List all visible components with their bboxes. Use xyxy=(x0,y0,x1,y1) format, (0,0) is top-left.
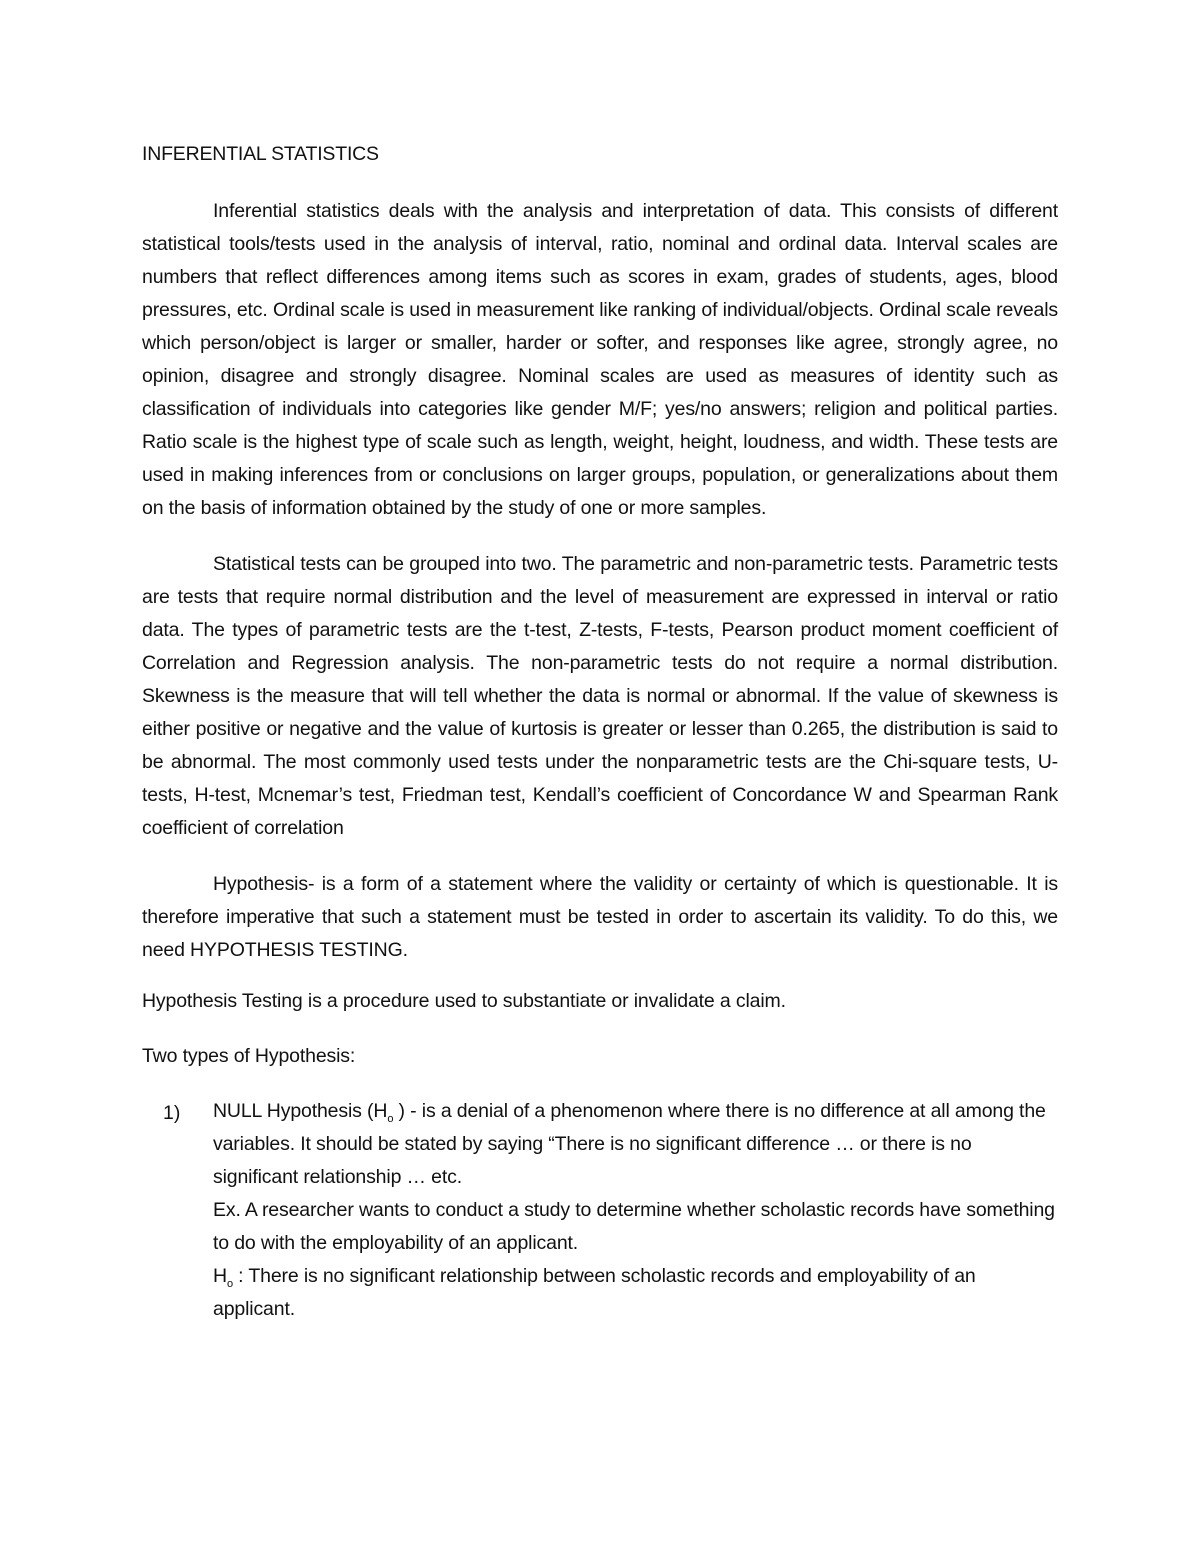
types-heading: Two types of Hypothesis: xyxy=(142,1045,356,1067)
null-hypothesis-head: NULL Hypothesis (H xyxy=(213,1100,388,1122)
paragraph-statistical-tests: Statistical tests can be grouped into two. The parametric and non-parametric tests. Parametric tests are tests that require normal distribution and the level of measurement are expressed in interval or ratio data. The types of parametric tests are the t-test, Z-tests, F-tests, Pearson product moment coefficient of Correlation and Regression analysis. The non-parametric tests do not require a normal distribution. Skewness is the measure that will tell whether the data is normal or abnormal. If the value of skewness is either positive or negative and the value of kurtosis is greater or lesser than 0.265, the distribution is said to be abnormal. The most commonly used tests under the nonparametric tests are the Chi-square tests, U-tests, H-test, Mcnemar’s test, Friedman test, Kendall’s coefficient of Concordance W and Spearman Rank coefficient of correlation xyxy=(142,553,1058,839)
hypothesis-testing-definition: Hypothesis Testing is a procedure used to substantiate or invalidate a claim. xyxy=(142,990,786,1012)
document-title: INFERENTIAL STATISTICS xyxy=(142,143,379,165)
list-marker: 1) xyxy=(163,1102,181,1124)
document-page xyxy=(142,138,1058,1326)
null-hypothesis-description: ) - is a denial of a phenomenon where there is no difference at all among the variables. It should be stated by saying “There is no significant difference … or there is no significant relationship … etc. xyxy=(213,1100,1046,1188)
null-hypothesis-example: Ex. A researcher wants to conduct a study to determine whether scholastic records have something to do with the employability of an applicant. xyxy=(213,1199,1055,1254)
null-hypothesis-definition xyxy=(213,1095,1058,1194)
paragraph-inferential-statistics: Inferential statistics deals with the analysis and interpretation of data. This consists of different statistical tools/tests used in the analysis of interval, ratio, nominal and ordinal data. Interval scales are numbers that reflect differences among items such as scores in exam, grades of students, ages, blood pressures, etc. Ordinal scale is used in measurement like ranking of individual/objects. Ordinal scale reveals which person/object is larger or smaller, harder or softer, and responses like agree, strongly agree, no opinion, disagree and strongly disagree. Nominal scales are used as measures of identity such as classification of individuals into categories like gender M/F; yes/no answers; religion and political parties. Ratio scale is the highest type of scale such as length, weight, height, loudness, and width. These tests are used in making inferences from or conclusions on larger groups, population, or generalizations about them on the basis of information obtained by the study of one or more samples. xyxy=(142,200,1058,519)
paragraph-hypothesis: Hypothesis- is a form of a statement where the validity or certainty of which is questionable. It is therefore imperative that such a statement must be tested in order to ascertain its validity. To do this, we need HYPOTHESIS TESTING. xyxy=(142,873,1058,961)
hypothesis-symbol-subscript: o xyxy=(226,1278,233,1290)
hypothesis-symbol: H xyxy=(213,1265,227,1287)
null-hypothesis-statement xyxy=(213,1260,1058,1326)
hypothesis-statement-text: : There is no significant relationship between scholastic records and employability of an applicant. xyxy=(213,1265,976,1320)
null-hypothesis-subscript: o xyxy=(387,1113,394,1125)
list-item-null-hypothesis xyxy=(142,1095,1058,1326)
